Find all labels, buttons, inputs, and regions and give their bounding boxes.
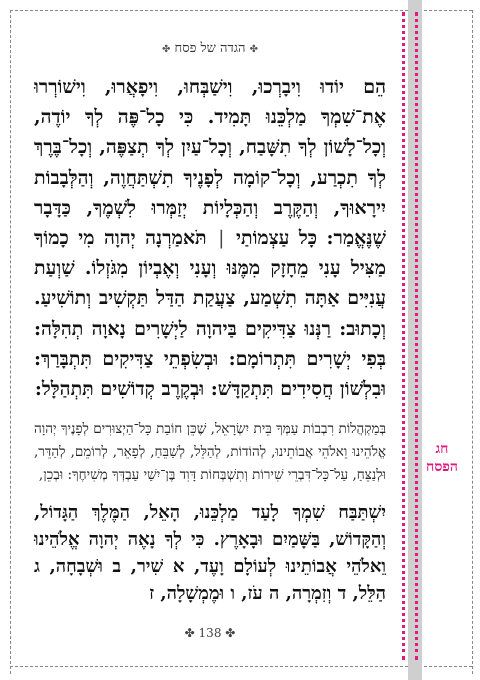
running-header [34,40,386,58]
frame-border-top-right [414,10,472,11]
paragraph-1 [34,72,386,404]
pasek-separator: | [218,227,225,250]
section-tab-line2: הפסח [426,459,458,475]
paragraph-1-part-a: הֵם יוֹדוּ וִיבָרְכוּ, וִישַׁבְּחוּ, וִיפָאֲרוּ, וִישׁוֹרְרוּ אֶת־שִׁמְךָ מַלְכֵּנוּ תָּמִיד. כִּי כָל־פֶּה לְךָ יוֹדֶה, וְכָל־לָשׁוֹן לְךָ תִשָּׁבַח, וְכָל־עַיִן לְךָ תְצַפֶּה, וְכָל־בֶּרֶךְ לְךָ תִכְרַע, וְכָל־קוֹמָה לְפָנֶיךָ תִשְׁתַּחֲוֶה, וְהַלְּבָבוֹת יִירָאוּךָ, וְהַקֶּרֶב וְהַכְּלָיוֹת יְזַמְּרוּ לִשְׁמֶךָ, כַּדָּבָר שֶׁנֶּאֱמַר: כָּל עַצְמוֹתַי [34,76,386,250]
paragraph-3: יִשְׁתַּבַּח שִׁמְךָ לָעַד מַלְכֵּנוּ, הָאֵל, הַמֶּלֶךְ הַגָּדוֹל, וְהַקָּדוֹשׁ, בַּשָּׁמַיִם וּבָאָרֶץ. כִּי לְךָ נָאֶה יְהוָה אֱלֹהֵינוּ וֵאלֹהֵי אֲבוֹתֵינוּ לְעוֹלָם וָעֶד, א שִׁיר, ב וּשְׁבָחָה, ג הַלֵּל, ד וְזִמְרָה, ה עֹז, ו וּמֶמְשָׁלָה, ז [34,502,386,605]
pink-dotted-rule-outer [415,12,418,660]
frame-border-right [472,10,473,674]
frame-border-top [10,10,408,11]
page-content [34,40,386,607]
pink-dotted-rule [402,12,405,660]
ornament-icon: ✤ [249,44,258,55]
page-footer [0,626,420,640]
frame-border-bottom-right [414,666,472,667]
paragraph-1-part-b: תֹּאמַרְנָה יְהוָה מִי כָמוֹךָ מַצִּיל עָנִי מֵחָזָק מִמֶּנּוּ וְעָנִי וְאֶבְיוֹן מִגֹּזְלוֹ. שַׁוְעַת עֲנִיִּים אַתָּה תִשְׁמַע, צַעֲקַת הַדַּל תַּקְשִׁיב וְתוֹשִׁיעַ. וְכָתוּב: רַנְּנוּ צַדִּיקִים בַּיהוָה לַיְשָׁרִים נָאוָה תְהִלָּה: בְּפִי יְשָׁרִים תִּתְרוֹמָם: וּבְשִׂפְתֵי צַדִּיקִים תִּתְבָּרַךְ: וּבִלְשׁוֹן חֲסִידִים תִּתְקַדָּשׁ: וּבְקֶרֶב קְדוֹשִׁים תִּתְהַלָּל: [34,227,386,401]
frame-border-bottom [10,666,408,667]
section-tab-line1: חג [435,441,449,457]
page-number: 138 [198,626,222,640]
frame-border-left [10,10,11,674]
running-header-title: הגדה של פסח [174,41,246,56]
section-tab-label [418,440,466,476]
ornament-icon: ✤ [225,626,236,640]
paragraph-2: בְּמַקְהֲלוֹת רִבְבוֹת עַמְּךָ בֵּית יִשְׂרָאֵל, שֶׁכֵּן חוֹבַת כָּל־הַיְצוּרִים לְפָנֶיךָ יְהוָה אֱלֹהֵינוּ וֵאלֹהֵי אֲבוֹתֵינוּ, לְהוֹדוֹת, לְהַלֵּל, לְשַׁבֵּחַ, לְפָאֵר, לְרוֹמֵם, לְהַדֵּר, וּלְנַצֵּחַ, עַל־כָּל־דִּבְרֵי שִׁירוֹת וְתִשְׁבְּחוֹת דָּוִד בֶּן־יִשַׁי עַבְדְּךָ מְשִׁיחֶךָ: וּבְכֵן, [34,421,386,484]
ornament-icon: ✤ [184,626,195,640]
ornament-icon: ✤ [161,44,171,55]
